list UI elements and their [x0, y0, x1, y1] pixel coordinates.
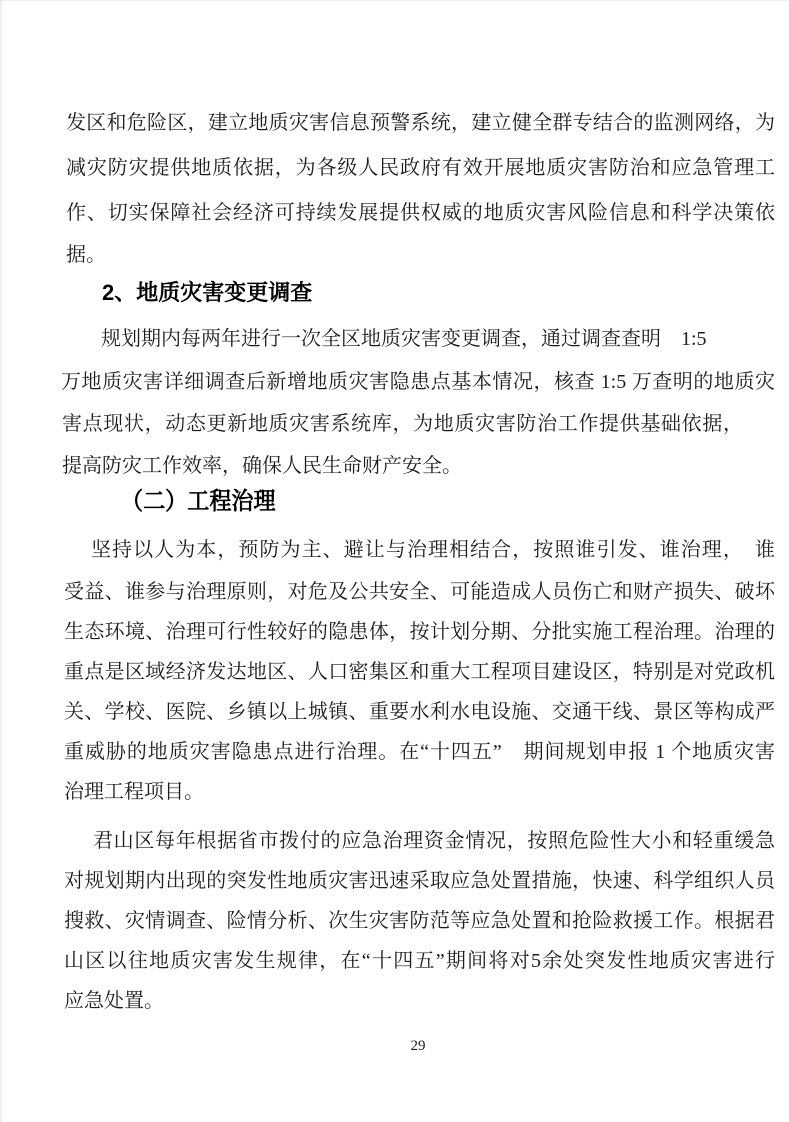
text-line: 搜救、灾情调查、险情分析、次生灾害防范等应急处置和抢险救援工作。根据君	[64, 910, 775, 932]
text-line: 据。	[66, 244, 106, 266]
text-line: 山区以往地质灾害发生规律，在“十四五”期间将对5余处突发性地质灾害进行	[64, 950, 775, 972]
text-line: 治理工程项目。	[64, 781, 204, 803]
text-line: 坚持以人为本，预防为主、避让与治理相结合，按照谁引发、谁治理， 谁	[91, 539, 775, 561]
text-line: 君山区每年根据省市拨付的应急治理资金情况，按照危险性大小和轻重缓急	[93, 830, 775, 852]
text-line: 规划期内每两年进行一次全区地质灾害变更调查，通过调查查明 1:5	[101, 328, 707, 350]
text-line: 减灾防灾提供地质依据，为各级人民政府有效开展地质灾害防治和应急管理工	[66, 157, 775, 179]
text-line: 重威胁的地质灾害隐患点进行治理。在“十四五” 期间规划申报 1 个地质灾害	[64, 741, 775, 763]
text-line: 提高防灾工作效率，确保人民生命财产安全。	[62, 455, 462, 477]
text-line: 关、学校、医院、乡镇以上城镇、重要水利水电设施、交通干线、景区等构成严	[64, 701, 775, 723]
text-line: 对规划期内出现的突发性地质灾害迅速采取应急处置措施，快速、科学组织人员	[64, 870, 775, 892]
text-line: 生态环境、治理可行性较好的隐患体，按计划分期、分批实施工程治理。治理的	[64, 621, 775, 643]
text-line: 应急处置。	[64, 990, 164, 1012]
text-line: 发区和危险区，建立地质灾害信息预警系统，建立健全群专结合的监测网络，为	[66, 112, 775, 134]
text-line: 万地质灾害详细调查后新增地质灾害隐患点基本情况，核查 1:5 万查明的地质灾	[61, 371, 775, 393]
text-line: 受益、谁参与治理原则，对危及公共安全、可能造成人员伤亡和财产损失、破坏	[64, 581, 775, 603]
page-number: 29	[410, 1038, 426, 1054]
section-heading-main: （二）工程治理	[121, 488, 276, 515]
section-heading-sub: 2、地质灾害变更调查	[102, 280, 313, 305]
text-line: 作、切实保障社会经济可持续发展提供权威的地质灾害风险信息和科学决策依	[66, 202, 775, 224]
text-line: 重点是区域经济发达地区、人口密集区和重大工程项目建设区，特别是对党政机	[64, 661, 775, 683]
text-line: 害点现状，动态更新地质灾害系统库，为地质灾害防治工作提供基础依据，	[62, 413, 743, 435]
